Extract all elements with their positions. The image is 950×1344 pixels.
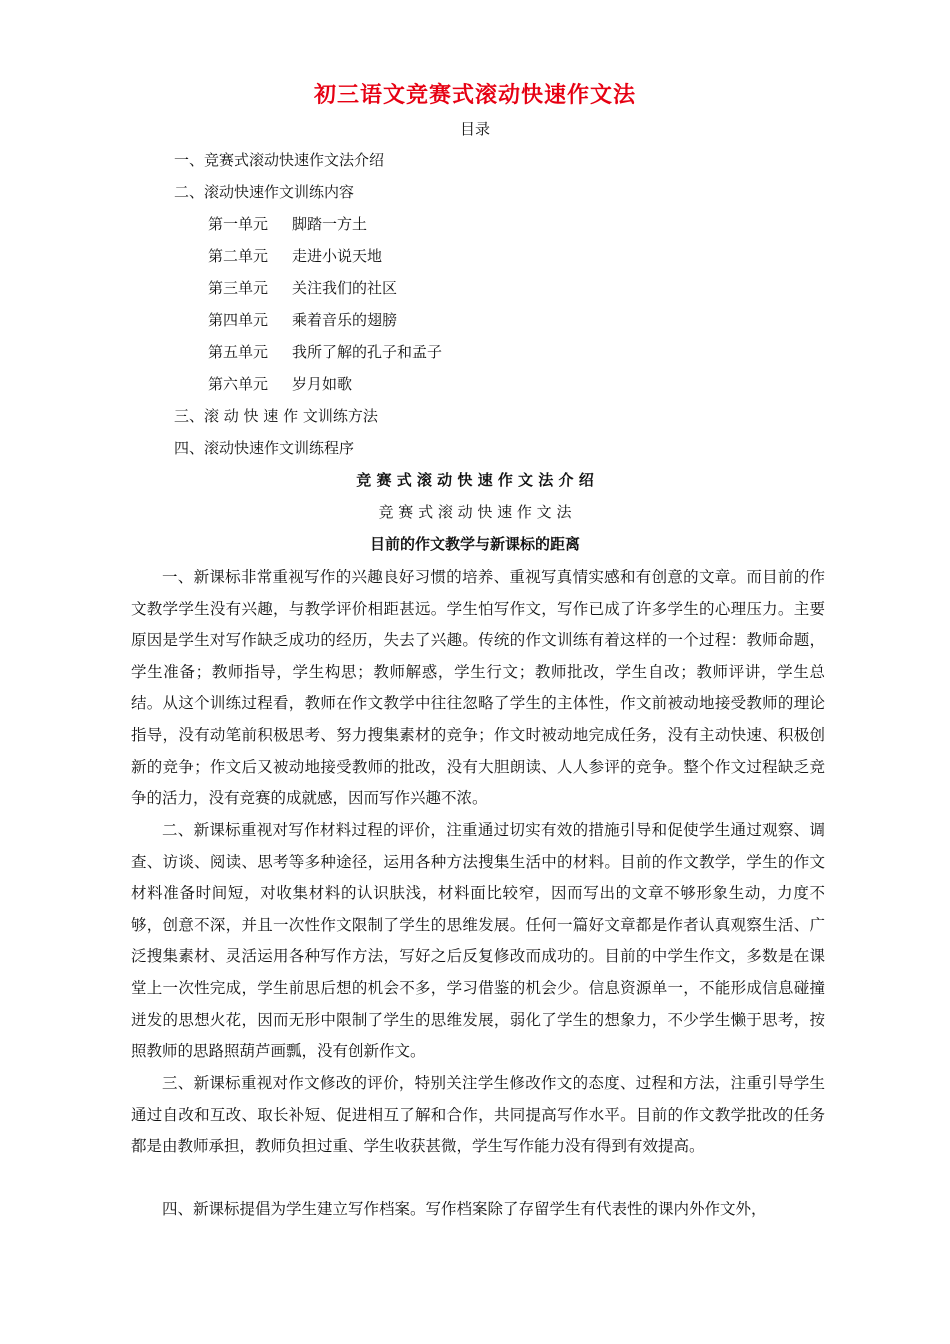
body-paragraph-2: 二、新课标重视对写作材料过程的评价，注重通过切实有效的措施引导和促使学生通过观察、调查、访谈、阅读、思考等多种途径，运用各种方法搜集生活中的材料。目前的作文教学，学生的作文材料准备时间短，对收集材料的认识肤浅，材料面比较窄，因而写出的文章不够形象生动，力度不够，创意不深，并且一次性作文限制了学生的思维发展。任何一篇好文章都是作者认真观察生活、广泛搜集素材、灵活运用各种写作方法，写好之后反复修改而成功的。目前的中学生作文，多数是在课堂上一次性完成，学生前思后想的机会不多，学习借鉴的机会少。信息资源单一，不能形成信息碰撞迸发的思想火花，因而无形中限制了学生的思维发展，弱化了学生的想象力，不少学生懒于思考，按照教师的思路照葫芦画瓢，没有创新作文。 — [131, 821, 825, 1061]
toc-unit-label: 第四单元 — [208, 311, 269, 329]
toc-unit-1 — [208, 213, 367, 234]
body-paragraph-1: 一、新课标非常重视写作的兴趣良好习惯的培养、重视写真情实感和有创意的文章。而目前的作文教学学生没有兴趣，与教学评价相距甚远。学生怕写作文，写作已成了许多学生的心理压力。主要原因是学生对写作缺乏成功的经历，失去了兴趣。传统的作文训练有着这样的一个过程：教师命题，学生准备；教师指导，学生构思；教师解惑，学生行文；教师批改，学生自改；教师评讲，学生总结。从这个训练过程看，教师在作文教学中往往忽略了学生的主体性，作文前被动地接受教师的理论指导，没有动笔前积极思考、努力搜集素材的竞争；作文时被动地完成任务，没有主动快速、积极创新的竞争；作文后又被动地接受教师的批改，没有大胆朗读、人人参评的竞争。整个作文过程缺乏竞争的活力，没有竞赛的成就感，因而写作兴趣不浓。 — [131, 568, 825, 808]
toc-item-4: 四、滚动快速作文训练程序 — [174, 439, 355, 457]
toc-unit-title: 走进小说天地 — [292, 247, 383, 265]
toc-unit-title: 我所了解的孔子和孟子 — [292, 343, 443, 361]
toc-item-3: 三、滚 动 快 速 作 文训练方法 — [174, 407, 378, 425]
toc-unit-5 — [208, 341, 442, 362]
toc-unit-title: 岁月如歌 — [292, 375, 353, 393]
toc-unit-label: 第二单元 — [208, 247, 269, 265]
toc-unit-title: 脚踏一方土 — [292, 215, 368, 233]
toc-unit-3 — [208, 277, 397, 298]
toc-unit-title: 关注我们的社区 — [292, 279, 398, 297]
document-title: 初三语文竞赛式滚动快速作文法 — [313, 82, 636, 108]
toc-unit-title: 乘着音乐的翅膀 — [292, 311, 398, 329]
toc-unit-label: 第六单元 — [208, 375, 269, 393]
toc-item-1: 一、竞赛式滚动快速作文法介绍 — [174, 151, 385, 169]
subsection-heading: 目前的作文教学与新课标的距离 — [369, 535, 580, 553]
body-paragraph-4: 四、新课标提倡为学生建立写作档案。写作档案除了存留学生有代表性的课内外作文外， — [162, 1200, 767, 1218]
toc-unit-label: 第一单元 — [208, 215, 269, 233]
section-subheading: 竞 赛 式 滚 动 快 速 作 文 法 — [378, 503, 572, 521]
toc-unit-6 — [208, 373, 352, 394]
toc-unit-label: 第三单元 — [208, 279, 269, 297]
toc-heading: 目录 — [459, 120, 490, 138]
toc-item-2: 二、滚动快速作文训练内容 — [174, 183, 355, 201]
body-paragraph-3: 三、新课标重视对作文修改的评价，特别关注学生修改作文的态度、过程和方法，注重引导学生通过自改和互改、取长补短、促进相互了解和合作，共同提高写作水平。目前的作文教学批改的任务都是由教师承担，教师负担过重、学生收获甚微，学生写作能力没有得到有效提高。 — [131, 1074, 825, 1156]
toc-unit-4 — [208, 309, 397, 330]
section-heading: 竞 赛 式 滚 动 快 速 作 文 法 介 绍 — [356, 471, 594, 489]
toc-unit-label: 第五单元 — [208, 343, 269, 361]
toc-unit-2 — [208, 245, 382, 266]
